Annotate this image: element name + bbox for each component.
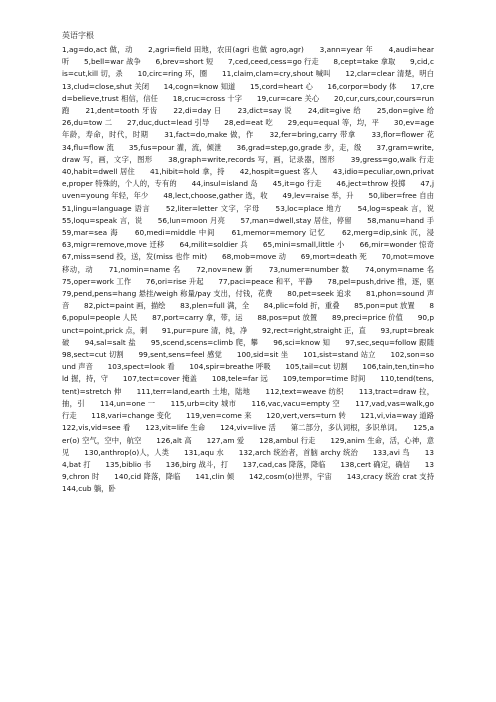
document-title: 英语字根	[62, 31, 94, 40]
document-body-text: 1,ag=do,act 做，动 2,agri=field 田地，农田(agri 也做 agro,agr) 3,ann=year 年 4,audi=hear 听 5,bell=war 战争 6,brev=short 短 7,ced,ceed,cess=go 行走 8,cept=take 拿取 9,cid,cis=cut,kill 切，杀 10,circ=ring 环，圈 11,claim,clam=cry,shout 喊叫 12,clar=clear 清楚，明白 13,clud=close,shut 关闭 14,cogn=know 知道 15,cord=heart 心 16,corpor=body 体 17,cred=believe,trust 相信，信任 18,cruc=cross 十字 19,cur=care 关心 20,cur,curs,cour,cours=run 跑 21,dent=tooth 牙齿 22,di=day 日 23,dict=say 说 24,dit=give 给 25,don=give 给 26,du=tow 二 27,duc,duct=lead 引导 28,ed=eat 吃 29,equ=equal 等，均，平 30,ev=age 年龄，寿命，时代，时期 31,fact=do,make 做，作 32,fer=bring,carry 带拿 33,flor=flower 花 34,flu=flow 流 35,fus=pour 灌，流，倾泄 36,grad=step,go,grade 步，走，级 37,gram=write,draw 写，画，文字，图形 38,graph=write,records 写，画，记录器，图形 39,gress=go,walk 行走 40,habit=dwell 居住 41,hibit=hold 拿，持 42,hospit=guest 客人 43,idio=peculiar,own,private,proper 特殊的，个人的，专有的 44,insul=island 岛 45,it=go 行走 46,ject=throw 投掷 47,juven=young 年轻，年少 48,lect,choose,gather 选，收 49,lev=raise 举，升 50,liber=free 自由 51,lingu=language 语言 52,liter=letter 文字，字母 53,loc=place 地方 54,log=speak 言，说 55,loqu=speak 言，说 56,lun=moon 月亮 57,man=dwell,stay 居住，停留 58,manu=hand 手 59,mar=sea 海 60,medi=middle 中间 61,memor=memory 记忆 62,merg=dip,sink 沉，浸 63,migr=remove,move 迁移 64,milit=soldier 兵 65,mini=small,little 小 66,mir=wonder 惊奇 67,miss=send 投，送，发(miss 也作 mit) 68,mob=move 动 69,mort=death 死 70,mot=move 移动，动 71,nomin=name 名 72,nov=new 新 73,numer=number 数 74,onym=name 名 75,oper=work 工作 76,ori=rise 升起 77,paci=peace 和平，平静 78,pel=push,drive 推，逐，驱 79,pend,pens=hang 悬挂/weigh 称量/pay 支出，付钱，花费 80,pet=seek 追求 81,phon=sound 声音 82,pict=paint 画，描绘 83,plen=full 满，全 84,plic=fold 折，重叠 85,pon=put 放置 86,popul=people 人民 87,port=carry 拿，带，运 88,pos=put 放置 89,preci=price 价值 90,punct=point,prick 点，刺 91,pur=pure 清，纯，净 92,rect=right,straight 正，直 93,rupt=break 破 94,sal=salt 盐 95,scend,scens=climb 爬，攀 96,sci=know 知 97,sec,sequ=follow 跟随 98,sect=cut 切割 99,sent,sens=feel 感觉 100,sid=sit 坐 101,sist=stand 站立 102,son=sound 声音 103,spect=look 看 104,spir=breathe 呼吸 105,tail=cut 切割 106,tain,ten,tin=hold 握，持，守 107,tect=cover 掩盖 108,tele=far 远 109,tempor=time 时间 110,tend(tens,tent)=stretch 伸 111,terr=land,earth 土地，陆地 112,text=weave 纺织 113,tract=draw 拉，抽，引 114,un=one 一 115,urb=city 城市 116,vac,vacu=empty 空 117,vad,vas=walk,go 行走 118,vari=change 变化 119,ven=come 来 120,vert,vers=turn 转 121,vi,via=way 道路 122,vis,vid=see 看 123,vit=life 生命 124,viv=live 活 第二部分，多认词根，多识单词。 125,aer(o) 空气，空中，航空 126,alt 高 127,am 爱 128,ambul 行走 129,anim 生命，活，心神，意见 130,anthrop(o)人，人类 131,aqu 水 132,arch 统治者，首脑 archy 统治 133,avi 鸟 134,bat 打 135,biblio 书 136,birg 战斗，打 137,cad,cas 降落，降临 138,cert 确定，确信 139,chron 时 140,cid 降落，降临 141,clin 倾 142,cosm(o)世界，宇宙 143,cracy 统治 crat 支持 144,cub 躺，卧	[62, 45, 449, 494]
